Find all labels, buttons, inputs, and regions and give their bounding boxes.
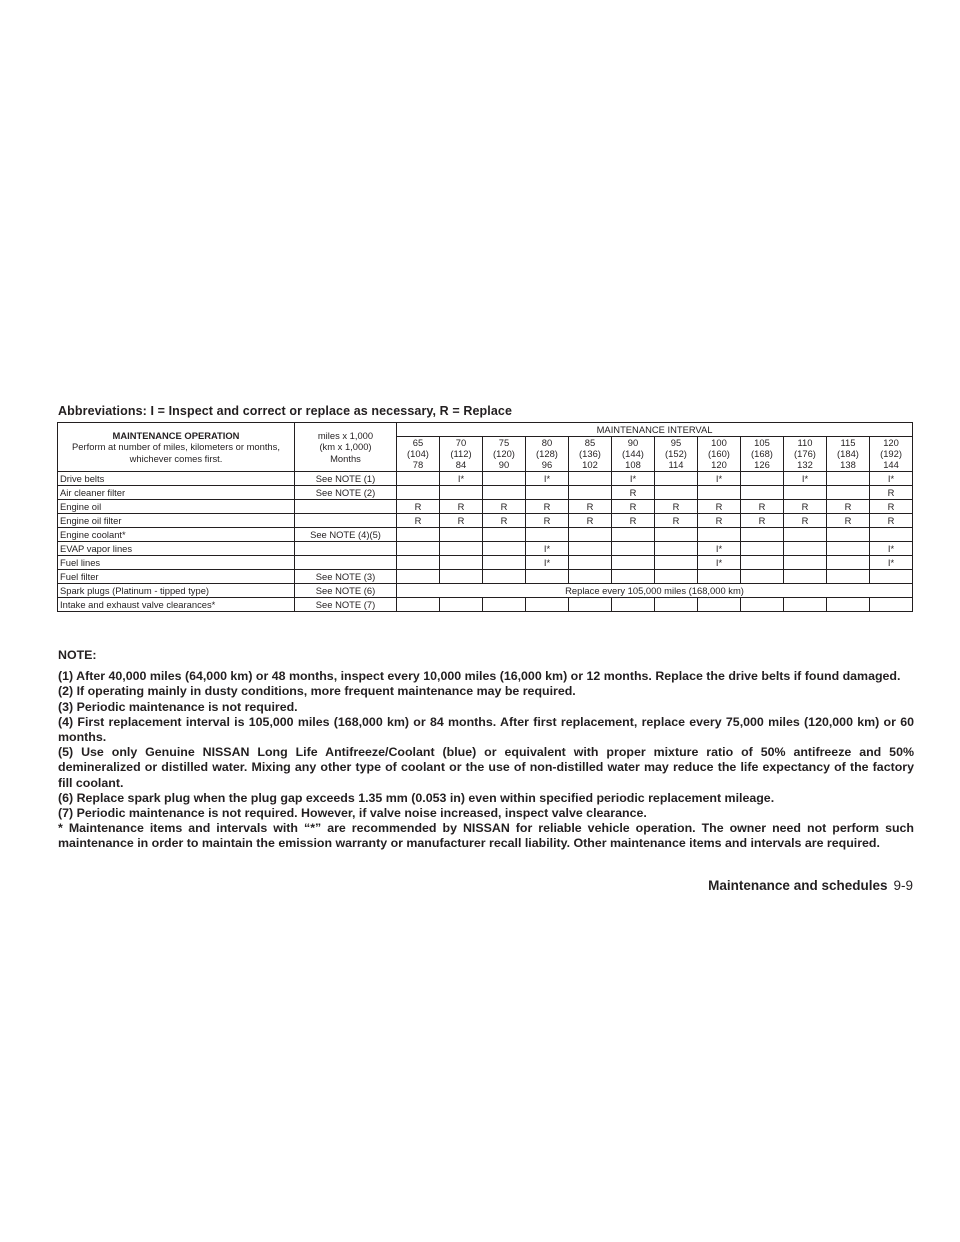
schedule-cell: [784, 527, 827, 541]
schedule-cell: [569, 541, 612, 555]
schedule-cell: [870, 569, 913, 583]
interval-column-6: [655, 437, 698, 472]
maintenance-note-ref: See NOTE (6): [295, 583, 397, 597]
table-row: [58, 471, 913, 485]
schedule-cell: [741, 527, 784, 541]
maintenance-item: Drive belts: [58, 471, 295, 485]
interval-miles: 120: [883, 437, 899, 448]
maintenance-interval-header: MAINTENANCE INTERVAL: [397, 423, 913, 437]
schedule-cell: [397, 597, 440, 611]
interval-column-10: [827, 437, 870, 472]
schedule-cell: [440, 541, 483, 555]
interval-column-0: [397, 437, 440, 472]
schedule-cell: [569, 555, 612, 569]
interval-miles: 85: [584, 437, 596, 448]
schedule-cell: [741, 569, 784, 583]
schedule-cell: I*: [526, 471, 569, 485]
schedule-cell: [526, 485, 569, 499]
interval-months: 96: [541, 459, 553, 471]
schedule-cell: [526, 527, 569, 541]
schedule-cell: [784, 597, 827, 611]
schedule-cell: I*: [526, 541, 569, 555]
interval-miles: 80: [541, 437, 553, 448]
maintenance-note-ref: [295, 555, 397, 569]
maintenance-item: Fuel lines: [58, 555, 295, 569]
schedule-cell: R: [655, 513, 698, 527]
schedule-cell: [655, 485, 698, 499]
note-item: (5) Use only Genuine NISSAN Long Life Antifreeze/Coolant (blue) or equivalent with proper mixture ratio of 50% antifreeze and 50% demineralized or distilled water. Mixing any other type of coolant or the use of non-distilled water may reduce the life expectancy of the factory fill coolant.: [58, 745, 914, 790]
miles-header-line: Months: [330, 452, 361, 464]
schedule-cell: [612, 541, 655, 555]
schedule-cell: [698, 597, 741, 611]
schedule-cell: [655, 471, 698, 485]
schedule-cell: I*: [870, 471, 913, 485]
schedule-cell: [655, 527, 698, 541]
schedule-cell: [397, 541, 440, 555]
schedule-cell: [741, 541, 784, 555]
schedule-cell: [397, 471, 440, 485]
interval-months: 126: [754, 459, 770, 471]
schedule-cell: I*: [698, 541, 741, 555]
schedule-cell: I*: [698, 555, 741, 569]
schedule-cell: [397, 527, 440, 541]
schedule-cell: R: [655, 499, 698, 513]
note-item: (1) After 40,000 miles (64,000 km) or 48 months, inspect every 10,000 miles (16,000 km) or 12 months. Replace the drive belts if found damaged.: [58, 669, 901, 684]
interval-km: (160): [708, 448, 730, 460]
interval-km: (192): [880, 448, 902, 460]
schedule-cell: R: [698, 513, 741, 527]
maintenance-note-ref: [295, 541, 397, 555]
interval-months: 132: [797, 459, 813, 471]
interval-km: (120): [493, 448, 515, 460]
schedule-cell: R: [526, 513, 569, 527]
schedule-cell: [397, 569, 440, 583]
maintenance-schedule-table: [57, 422, 913, 612]
schedule-cell: R: [784, 513, 827, 527]
miles-header-line: miles x 1,000: [317, 429, 374, 441]
schedule-cell: R: [870, 513, 913, 527]
interval-km: (144): [622, 448, 644, 460]
schedule-cell: [827, 569, 870, 583]
interval-months: 84: [455, 459, 467, 471]
maintenance-item: Fuel filter: [58, 569, 295, 583]
interval-months: 114: [668, 459, 684, 471]
table-row: [58, 569, 913, 583]
schedule-cell: R: [827, 513, 870, 527]
section-title: Maintenance and schedules: [708, 878, 888, 893]
interval-column-9: [784, 437, 827, 472]
interval-column-3: [526, 437, 569, 472]
interval-months: 90: [498, 459, 510, 471]
schedule-cell: [526, 597, 569, 611]
schedule-cell: [741, 471, 784, 485]
note-item: * Maintenance items and intervals with “*” are recommended by NISSAN for reliable vehicle operation. The owner need not perform such maintenance in order to maintain the emission warranty or manufacturer recall liability. Other maintenance items and intervals are required.: [58, 821, 914, 851]
schedule-cell: R: [741, 513, 784, 527]
interval-km: (104): [407, 448, 429, 460]
schedule-cell: [526, 569, 569, 583]
schedule-cell: [784, 541, 827, 555]
table-row: [58, 541, 913, 555]
note-item: (6) Replace spark plug when the plug gap exceeds 1.35 mm (0.053 in) even within specified periodic replacement mileage.: [58, 790, 775, 805]
schedule-cell: [483, 597, 526, 611]
schedule-cell: [612, 597, 655, 611]
interval-km: (184): [837, 448, 859, 460]
schedule-cell: [741, 485, 784, 499]
schedule-cell: [870, 527, 913, 541]
maintenance-item: EVAP vapor lines: [58, 541, 295, 555]
interval-miles: 70: [455, 437, 467, 448]
schedule-cell: I*: [612, 471, 655, 485]
schedule-cell: [698, 569, 741, 583]
maintenance-note-ref: See NOTE (7): [295, 597, 397, 611]
schedule-cell: [698, 485, 741, 499]
note-item: (7) Periodic maintenance is not required. However, if valve noise increased, inspect valve clearance.: [58, 806, 647, 821]
schedule-cell: [569, 569, 612, 583]
schedule-cell: R: [440, 513, 483, 527]
schedule-cell: R: [526, 499, 569, 513]
table-row: [58, 555, 913, 569]
schedule-cell: I*: [440, 471, 483, 485]
maintenance-note-ref: [295, 513, 397, 527]
table-row: [58, 583, 913, 597]
page-footer: [708, 878, 913, 893]
schedule-cell: [440, 597, 483, 611]
maintenance-item: Engine oil: [58, 499, 295, 513]
schedule-cell: [741, 597, 784, 611]
table-row: [58, 527, 913, 541]
interval-column-2: [483, 437, 526, 472]
interval-km: (128): [536, 448, 558, 460]
schedule-cell: [440, 569, 483, 583]
interval-km: (136): [579, 448, 601, 460]
interval-months: 144: [883, 459, 899, 471]
schedule-cell: [569, 485, 612, 499]
maintenance-item: Air cleaner filter: [58, 485, 295, 499]
maintenance-note-ref: See NOTE (1): [295, 471, 397, 485]
schedule-cell: [483, 569, 526, 583]
schedule-cell: R: [483, 513, 526, 527]
interval-miles: 105: [754, 437, 770, 448]
schedule-cell: [440, 527, 483, 541]
schedule-cell: [483, 541, 526, 555]
interval-column-11: [870, 437, 913, 472]
schedule-cell: R: [870, 485, 913, 499]
interval-months: 108: [625, 459, 641, 471]
schedule-cell: [397, 485, 440, 499]
schedule-cell: [612, 569, 655, 583]
interval-miles: 65: [412, 437, 424, 448]
schedule-cell: R: [397, 499, 440, 513]
schedule-cell: [655, 555, 698, 569]
maintenance-note-ref: See NOTE (4)(5): [295, 527, 397, 541]
schedule-cell: I*: [870, 555, 913, 569]
interval-miles: 115: [840, 437, 856, 448]
schedule-cell: [741, 555, 784, 569]
schedule-cell: [655, 541, 698, 555]
schedule-cell: I*: [870, 541, 913, 555]
schedule-cell: [569, 527, 612, 541]
schedule-cell: R: [440, 499, 483, 513]
interval-column-8: [741, 437, 784, 472]
table-row: [58, 597, 913, 611]
notes-heading: NOTE:: [58, 648, 97, 662]
schedule-cell: R: [483, 499, 526, 513]
schedule-cell: [612, 555, 655, 569]
schedule-cell: [483, 471, 526, 485]
schedule-cell: I*: [784, 471, 827, 485]
schedule-cell: [483, 555, 526, 569]
schedule-cell: [827, 541, 870, 555]
interval-column-5: [612, 437, 655, 472]
schedule-cell: [784, 485, 827, 499]
maintenance-note-ref: See NOTE (2): [295, 485, 397, 499]
interval-miles: 90: [627, 437, 639, 448]
page-number: 9-9: [893, 878, 913, 893]
table-row: [58, 499, 913, 513]
schedule-cell: [870, 597, 913, 611]
note-item: (3) Periodic maintenance is not required.: [58, 699, 298, 714]
miles-km-months-header: [295, 423, 397, 472]
maintenance-item: Intake and exhaust valve clearances*: [58, 597, 295, 611]
schedule-cell: R: [612, 513, 655, 527]
schedule-cell: [569, 597, 612, 611]
maintenance-operation-header: [58, 423, 295, 472]
table-row: [58, 485, 913, 499]
schedule-cell: R: [784, 499, 827, 513]
interval-column-7: [698, 437, 741, 472]
interval-months: 120: [711, 459, 727, 471]
schedule-cell: [655, 597, 698, 611]
schedule-cell: R: [698, 499, 741, 513]
interval-span-text: Replace every 105,000 miles (168,000 km): [397, 583, 913, 597]
header-row: [58, 423, 913, 437]
note-item: (2) If operating mainly in dusty conditions, more frequent maintenance may be required.: [58, 684, 576, 699]
schedule-cell: [827, 485, 870, 499]
interval-miles: 95: [670, 437, 682, 448]
abbreviations-legend: Abbreviations: I = Inspect and correct or replace as necessary, R = Replace: [58, 404, 512, 418]
note-item: (4) First replacement interval is 105,000 miles (168,000 km) or 84 months. After first replacement, replace every 75,000 miles (120,000 km) or 60 months.: [58, 714, 914, 745]
miles-header-line: (km x 1,000): [319, 441, 372, 453]
interval-km: (152): [665, 448, 687, 460]
schedule-cell: [698, 527, 741, 541]
interval-miles: 110: [797, 437, 813, 448]
interval-column-1: [440, 437, 483, 472]
interval-miles: 75: [498, 437, 510, 448]
interval-miles: 100: [711, 437, 727, 448]
interval-km: (176): [794, 448, 816, 460]
schedule-cell: [483, 527, 526, 541]
schedule-cell: [827, 597, 870, 611]
maintenance-item: Engine oil filter: [58, 513, 295, 527]
interval-column-4: [569, 437, 612, 472]
schedule-cell: [483, 485, 526, 499]
maintenance-note-ref: See NOTE (3): [295, 569, 397, 583]
notes-list: [58, 669, 914, 851]
schedule-cell: I*: [698, 471, 741, 485]
schedule-cell: [569, 471, 612, 485]
schedule-cell: R: [870, 499, 913, 513]
table-row: [58, 513, 913, 527]
schedule-cell: R: [569, 499, 612, 513]
schedule-cell: [655, 569, 698, 583]
maintenance-note-ref: [295, 499, 397, 513]
interval-km: (112): [450, 448, 472, 460]
schedule-cell: [827, 555, 870, 569]
maintenance-item: Engine coolant*: [58, 527, 295, 541]
interval-months: 78: [412, 459, 424, 471]
schedule-cell: R: [612, 499, 655, 513]
interval-months: 102: [582, 459, 598, 471]
maintenance-operation-title: MAINTENANCE OPERATION: [112, 429, 240, 441]
schedule-cell: R: [397, 513, 440, 527]
maintenance-operation-subtitle: Perform at number of miles, kilometers or months, whichever comes first.: [72, 441, 280, 464]
schedule-cell: R: [827, 499, 870, 513]
schedule-cell: [397, 555, 440, 569]
interval-km: (168): [751, 448, 773, 460]
maintenance-item: Spark plugs (Platinum - tipped type): [58, 583, 295, 597]
notes-section: [58, 648, 914, 852]
schedule-cell: [612, 527, 655, 541]
schedule-cell: [440, 485, 483, 499]
schedule-cell: [827, 471, 870, 485]
interval-months: 138: [840, 459, 856, 471]
schedule-cell: [827, 527, 870, 541]
schedule-cell: R: [612, 485, 655, 499]
schedule-cell: R: [741, 499, 784, 513]
schedule-cell: I*: [526, 555, 569, 569]
schedule-cell: [784, 555, 827, 569]
schedule-cell: [440, 555, 483, 569]
schedule-cell: R: [569, 513, 612, 527]
schedule-cell: [784, 569, 827, 583]
